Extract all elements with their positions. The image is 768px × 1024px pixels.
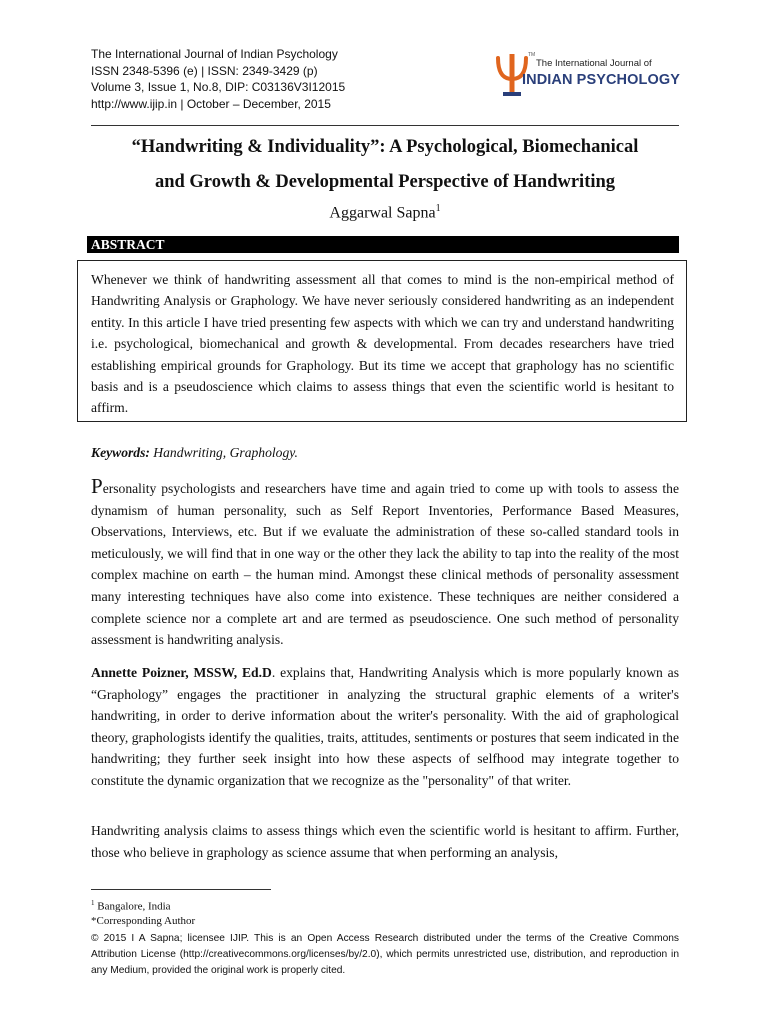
body-paragraph-2: [91, 662, 679, 792]
footnote-1-mark: 1: [91, 899, 95, 907]
paragraph-2-text: . explains that, Handwriting Analysis which is more popularly known as “Graphology” engages the practitioner in analyzing the structural graphic elements of a writer's handwriting, in order to derive information about the writer's personality. With the aid of graphological theory, graphologists identify the qualities, traits, attitudes, sentiments or postures that seem indicated in the handwriting; they further seek insight into how these aspects of selfhood may integrate together to constitute the dynamic organization that we recognize as the "personality" of that writer.: [91, 665, 680, 788]
keywords-text: Handwriting, Graphology.: [149, 445, 298, 460]
keywords-label: Keywords:: [91, 445, 150, 460]
footnote-divider: [91, 889, 271, 890]
abstract-heading: ABSTRACT: [87, 236, 679, 253]
journal-issn: ISSN 2348-5396 (e) | ISSN: 2349-3429 (p): [91, 63, 318, 78]
author-name: Aggarwal Sapna: [329, 204, 436, 222]
drop-cap: P: [91, 474, 103, 498]
title-line-2: and Growth & Developmental Perspective of Handwriting: [154, 172, 616, 192]
journal-header: [91, 46, 345, 112]
journal-volume: Volume 3, Issue 1, No.8, DIP: C03136V3I12015: [91, 80, 346, 94]
body-paragraph-3: [91, 820, 679, 863]
cited-author: Annette Poizner, MSSW, Ed.D: [91, 665, 272, 680]
article-title: [60, 130, 710, 200]
title-line-1: “Handwriting & Individuality”: A Psychological, Biomechanical: [131, 137, 639, 157]
paragraph-3-text: Handwriting analysis claims to assess things which even the scientific world is hesitant to affirm. Further, those who believe in graphology as science assume that when performing an analysis,: [91, 823, 679, 860]
body-paragraph-1: [91, 474, 679, 651]
paragraph-1-text: ersonality psychologists and researchers have time and again tried to come up with tools to assess the dynamism of human personality, such as Self Report Inventories, Performance Based Measures, Observations, Interviews, etc. But if we evaluate the administration of these so-called standard tools in meticulously, we will find that in one way or the other they lack the ability to tap into the reality of the most complex machine on earth – the human mind. Amongst these clinical methods of personality assessment many interesting techniques have also come into existence. These techniques are neither considered a complete science nor a complete art and are termed as pseudoscience. One such method of personality assessment is handwriting analysis.: [91, 481, 679, 648]
logo-trademark: TM: [528, 52, 536, 58]
journal-name: The International Journal of Indian Psychology: [91, 47, 338, 61]
logo-title: INDIAN PSYCHOLOGY: [522, 72, 680, 88]
abstract-text: Whenever we think of handwriting assessment all that comes to mind is the non-empirical method of Handwriting Analysis or Graphology. We have never seriously considered handwriting as an independent entity. In this article I have tried presenting few aspects with which we can try and understand handwriting i.e. psychological, biomechanical and growth & developmental. From decades researchers have tried establishing empirical grounds for Graphology. But its time we accept that graphology has no scientific basis and is a pseudoscience which claims to assess things that even the scientific world is hesitant to affirm.: [91, 272, 674, 416]
abstract-box: [77, 260, 687, 422]
footnotes: [91, 896, 195, 928]
article-author: [60, 203, 710, 222]
journal-url-date: http://www.ijip.in | October – December, 2015: [91, 96, 331, 111]
header-divider: [91, 125, 679, 126]
footnote-corresponding: *Corresponding Author: [91, 914, 196, 927]
footnote-1: [91, 896, 195, 914]
license-notice: © 2015 I A Sapna; licensee IJIP. This is an Open Access Research distributed under the terms of the Creative Commons Attribution License (http://creativecommons.org/licenses/by/2.0), which permits unrestricted use, distribution, and reproduction in any Medium, provided the original work is properly cited.: [91, 933, 679, 976]
journal-logo: [492, 52, 682, 102]
footnote-1-text: Bangalore, India: [94, 900, 171, 913]
keywords-line: [91, 445, 298, 461]
author-footnote-mark: 1: [435, 203, 441, 214]
logo-small-text: The International Journal of: [536, 58, 652, 69]
